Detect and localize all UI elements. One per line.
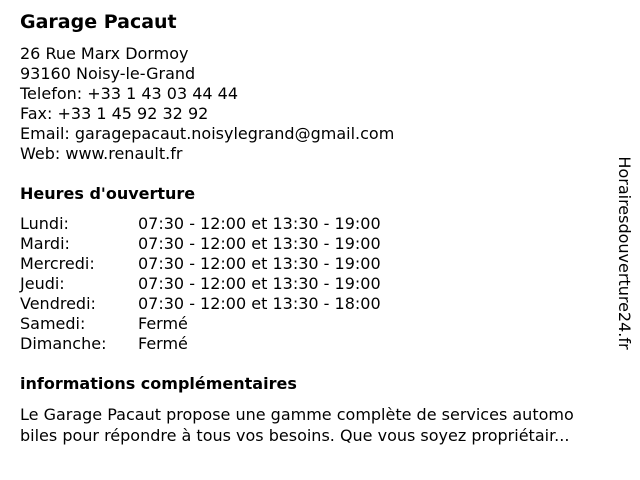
- business-name: Garage Pacaut: [20, 11, 177, 33]
- day-label: Vendredi:: [20, 294, 96, 313]
- phone-number: Telefon: +33 1 43 03 44 44: [20, 84, 239, 103]
- hours-value: 07:30 - 12:00 et 13:30 - 19:00: [138, 254, 381, 273]
- business-description: [20, 404, 624, 446]
- email-address: Email: garagepacaut.noisylegrand@gmail.com: [20, 124, 395, 143]
- description-line: Le Garage Pacaut propose une gamme complète de services automo: [20, 405, 574, 424]
- website: Web: www.renault.fr: [20, 144, 183, 163]
- additional-info-heading: informations complémentaires: [20, 374, 297, 393]
- hours-value: 07:30 - 12:00 et 13:30 - 19:00: [138, 234, 381, 253]
- hours-value: 07:30 - 12:00 et 13:30 - 19:00: [138, 274, 381, 293]
- day-label: Lundi:: [20, 214, 69, 233]
- hours-value: Fermé: [138, 314, 188, 333]
- site-watermark: Horairesdouverture24.fr: [615, 156, 634, 350]
- hours-value: 07:30 - 12:00 et 13:30 - 18:00: [138, 294, 381, 313]
- day-label: Mercredi:: [20, 254, 95, 273]
- hours-value: Fermé: [138, 334, 188, 353]
- description-line: biles pour répondre à tous vos besoins. Que vous soyez propriétair...: [20, 426, 570, 445]
- day-label: Samedi:: [20, 314, 86, 333]
- day-label: Dimanche:: [20, 334, 107, 353]
- hours-value: 07:30 - 12:00 et 13:30 - 19:00: [138, 214, 381, 233]
- fax-number: Fax: +33 1 45 92 32 92: [20, 104, 209, 123]
- opening-hours-heading: Heures d'ouverture: [20, 184, 196, 203]
- watermark-container: [614, 136, 634, 370]
- city-postal: 93160 Noisy-le-Grand: [20, 64, 196, 83]
- day-label: Jeudi:: [20, 274, 65, 293]
- day-label: Mardi:: [20, 234, 70, 253]
- street-address: 26 Rue Marx Dormoy: [20, 44, 189, 63]
